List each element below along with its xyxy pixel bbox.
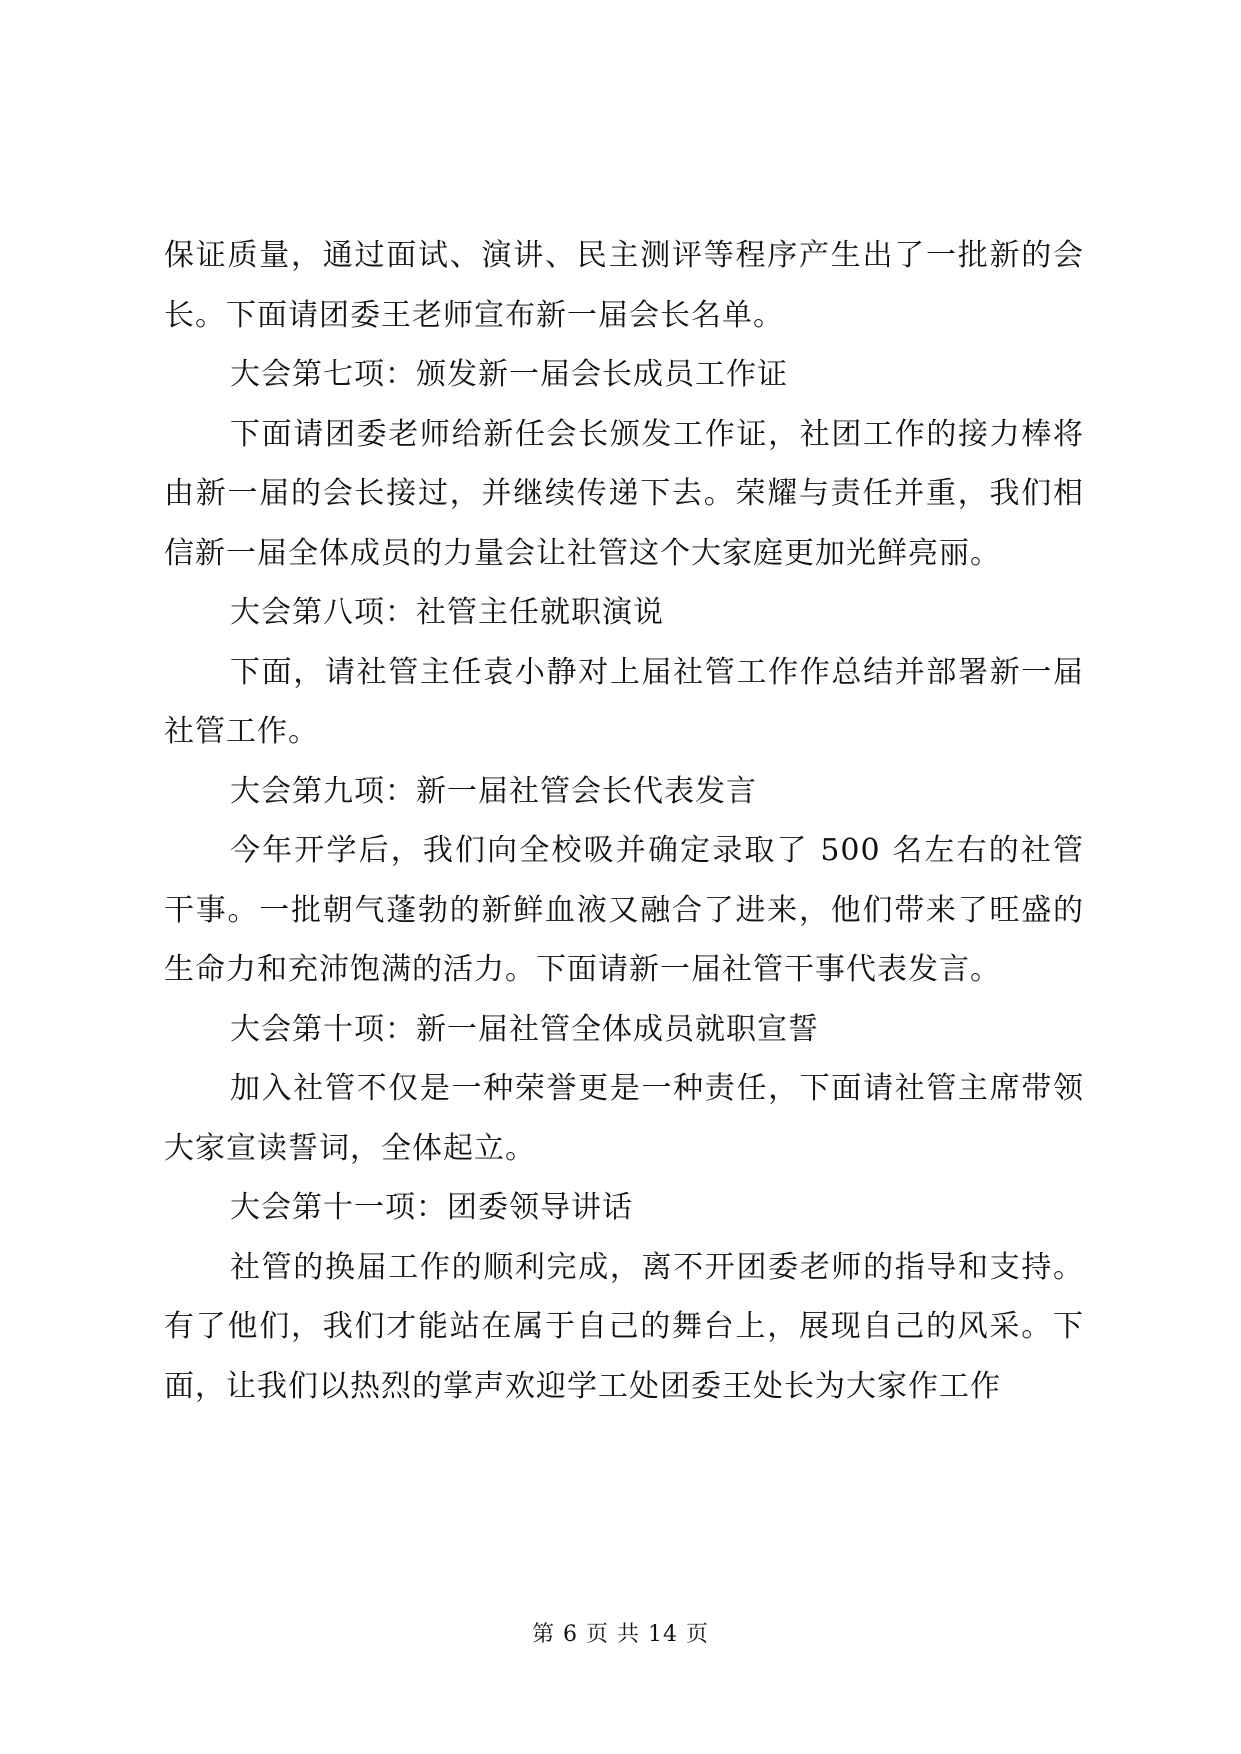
section-heading: 大会第九项：新一届社管会长代表发言 (230, 773, 757, 809)
page-footer (0, 1620, 1241, 1650)
paragraph: 下面，请社管主任袁小静对上届社管工作作总结并部署新一届社管工作。 (164, 654, 1084, 749)
paragraph: 加入社管不仅是一种荣誉更是一种责任，下面请社管主席带领大家宣读誓词，全体起立。 (164, 1071, 1084, 1166)
section-heading: 大会第十项：新一届社管全体成员就职宣誓 (230, 1011, 819, 1047)
paragraph: 保证质量，通过面试、演讲、民主测评等程序产生出了一批新的会长。下面请团委王老师宣布新一届会长名单。 (164, 238, 1084, 333)
paragraph: 社管的换届工作的顺利完成，离不开团委老师的指导和支持。有了他们，我们才能站在属于自己的舞台上，展现自己的风采。下面，让我们以热烈的掌声欢迎学工处团委王处长为大家作工作 (164, 1249, 1084, 1404)
section-heading: 大会第八项：社管主任就职演说 (230, 595, 664, 630)
section-heading: 大会第七项：颁发新一届会长成员工作证 (230, 357, 788, 392)
paragraph: 今年开学后，我们向全校吸并确定录取了 500 名左右的社管干事。一批朝气蓬勃的新鲜血液又融合了进来，他们带来了旺盛的生命力和充沛饱满的活力。下面请新一届社管干事代表发言。 (164, 833, 1084, 987)
document-body (164, 226, 1084, 1416)
paragraph: 下面请团委老师给新任会长颁发工作证，社团工作的接力棒将由新一届的会长接过，并继续传递下去。荣耀与责任并重，我们相信新一届全体成员的力量会让社管这个大家庭更加光鲜亮丽。 (164, 416, 1084, 571)
section-heading: 大会第十一项：团委领导讲话 (230, 1190, 633, 1225)
page-number-label: 第 6 页 共 14 页 (532, 1622, 709, 1647)
